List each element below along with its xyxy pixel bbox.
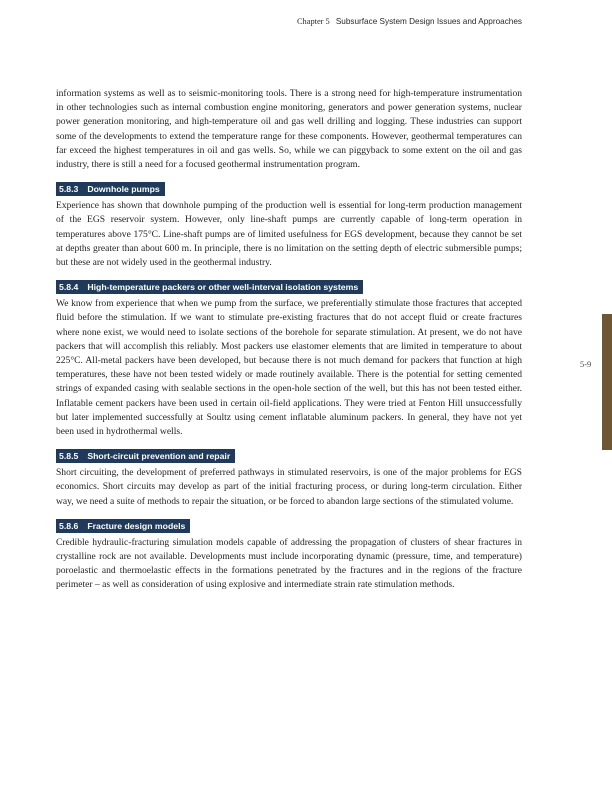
section-title: Short-circuit prevention and repair — [87, 451, 231, 462]
section-heading — [56, 449, 235, 463]
section-paragraph: Short circuiting, the development of preferred pathways in stimulated reservoirs, is one of the major problems for EGS economics. Short circuits may develop as part of the initial fracturing process, or during long-term circulation. Either way, we need a suite of methods to repair the situation, or be forced to abandon large sections of the stimulated volume. — [56, 467, 522, 507]
section-paragraph: Credible hydraulic-fracturing simulation models capable of addressing the propagation of clusters of shear fractures in crystalline rock are not available. Developments must include incorporating dynamic (pressure, time, and temperature) poroelastic and thermoelastic effects in the formations penetrated by the fractures and in the regions of the fracture perimeter – as well as consideration of using explosive and intermediate strain rate stimulation methods. — [56, 536, 522, 591]
section-number: 5.8.3 — [59, 184, 79, 195]
intro-paragraph: information systems as well as to seismic-monitoring tools. There is a strong need for high-temperature instrumentation in other technologies such as internal combustion engine monitoring, generators and power generation systems, nuclear power generation monitoring, and high-temperature oil and gas well drilling and logging. These industries can support some of the developments to extend the temperature range for these components. However, geothermal temperatures can far exceed the highest temperatures in oil and gas wells. So, while we can piggyback to some extent on the oil and gas industry, there is still a need for a focused geothermal instrumentation program. — [56, 88, 522, 171]
chapter-label: Chapter 5 — [296, 17, 330, 26]
section-heading — [56, 280, 363, 294]
section-5-8-6 — [56, 509, 522, 593]
section-title: Fracture design models — [87, 520, 186, 531]
running-header — [297, 17, 522, 26]
section-5-8-5 — [56, 439, 522, 509]
page-body — [56, 87, 522, 593]
page-number: 5-9 — [580, 360, 592, 369]
section-title: High-temperature packers or other well-interval isolation systems — [87, 282, 359, 293]
section-paragraph: Experience has shown that downhole pumping of the production well is essential for long-term production management of the EGS reservoir system. However, only line-shaft pumps are currently capable of long-term operation in temperatures above 175°C. Line-shaft pumps are of limited usefulness for EGS development, because they cannot be set at depths greater than about 600 m. In principle, there is no limitation on the setting depth of electric submersible pumps; but these are not widely used in the geothermal industry. — [56, 200, 522, 269]
section-title: Downhole pumps — [87, 184, 160, 195]
section-heading — [56, 182, 165, 196]
section-5-8-3 — [56, 172, 522, 270]
chapter-title: Subsurface System Design Issues and Approaches — [335, 17, 522, 26]
chapter-side-tab — [602, 314, 612, 450]
section-number: 5.8.5 — [59, 451, 79, 462]
section-number: 5.8.6 — [59, 520, 79, 531]
section-paragraph: We know from experience that when we pump from the surface, we preferentially stimulate those fractures that accepted fluid before the stimulation. If we want to stimulate pre-existing fractures that do not accept fluid or create fractures where none exist, we would need to isolate sections of the borehole for separate stimulation. At present, we do not have packers that will accomplish this reliably. Most packers use elastomer elements that are limited in temperature to about 225°C. All-metal packers have been developed, but because there is not much demand for packers that function at high temperatures, these have not been tested widely or made routinely available. There is the potential for setting cemented strings of expanded casing with sealable sections in the open-hole section of the well, but this has not been tested either. Inflatable cement packers have been used in certain oil-field applications. They were tried at Fenton Hill unsuccessfully but later implemented successfully at Soultz using cement inflatable aluminum packers. In general, they have not yet been used in hydrothermal wells. — [56, 298, 522, 438]
section-heading — [56, 519, 190, 533]
section-5-8-4 — [56, 270, 522, 439]
section-number: 5.8.4 — [59, 282, 79, 293]
